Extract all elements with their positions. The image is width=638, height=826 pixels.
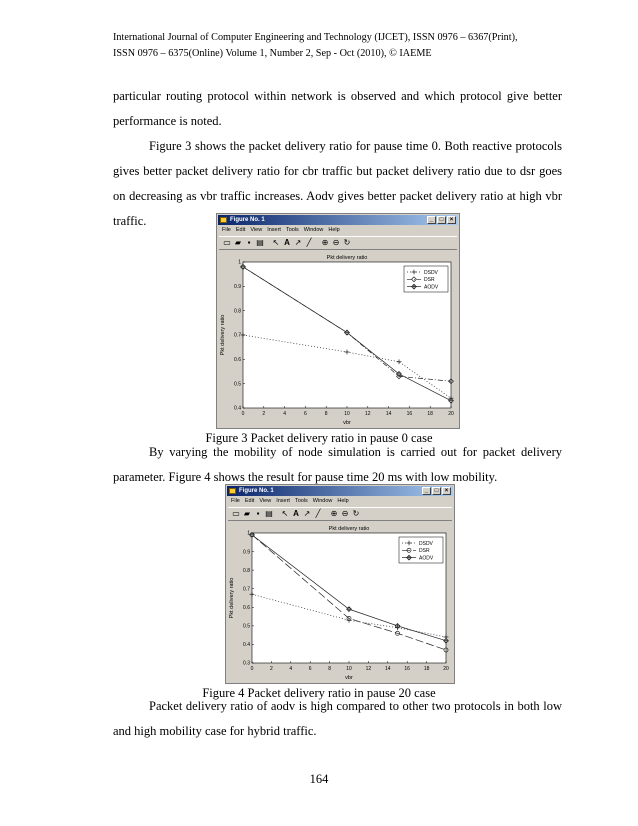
toolbar	[219, 236, 457, 250]
x-tick-label: 0	[250, 666, 254, 672]
save-icon[interactable]: ▪	[256, 509, 260, 518]
rotate-icon[interactable]: ↻	[352, 509, 360, 518]
window-titlebar[interactable]	[227, 486, 453, 496]
x-tick-label: 8	[328, 666, 331, 672]
chart-title: Pkt delivery ratio	[328, 526, 370, 532]
print-icon[interactable]: ▤	[256, 238, 264, 247]
menu-help[interactable]: Help	[337, 498, 349, 504]
x-tick-label: 12	[365, 666, 372, 672]
x-tick-label: 0	[241, 411, 245, 417]
minimize-button[interactable]: _	[427, 216, 436, 224]
menu-view[interactable]: View	[250, 227, 263, 233]
arrow-icon[interactable]: ↖	[281, 509, 289, 518]
menu-file[interactable]: File	[222, 227, 231, 233]
y-tick-label: 0.4	[243, 642, 250, 649]
open-folder-icon[interactable]: ▰	[234, 238, 242, 247]
paragraph-1: particular routing protocol within network is observed and which protocol give better performance is noted.	[113, 89, 562, 128]
y-axis-label: Pkt delivery ratio	[229, 577, 235, 619]
menu-file[interactable]: File	[231, 498, 240, 504]
close-button[interactable]: ×	[442, 487, 451, 495]
menu-tools[interactable]: Tools	[294, 498, 308, 504]
maximize-button[interactable]: □	[437, 216, 446, 224]
line-arrow-icon[interactable]: ↗	[303, 509, 311, 518]
y-tick-label: 0.6	[243, 604, 250, 611]
open-folder-icon[interactable]: ▰	[243, 509, 251, 518]
figure-4-caption: Figure 4 Packet delivery ratio in pause 20 case	[202, 686, 436, 700]
menu-edit[interactable]: Edit	[235, 227, 246, 233]
y-tick-label: 0.7	[234, 332, 241, 339]
y-tick-label: 0.7	[243, 586, 250, 593]
window-titlebar[interactable]	[218, 215, 458, 225]
y-tick-label: 1	[247, 530, 250, 537]
legend-label-aodv: AODV	[424, 284, 439, 291]
y-tick-label: 0.8	[234, 308, 241, 315]
minimize-button[interactable]: _	[422, 487, 431, 495]
x-tick-label: 2	[270, 666, 273, 672]
print-icon[interactable]: ▤	[265, 509, 273, 518]
matlab-figure-icon	[220, 217, 227, 223]
x-tick-label: 12	[365, 411, 371, 417]
legend-label-dsdv: DSDV	[419, 540, 433, 547]
journal-header	[113, 30, 573, 62]
rotate-icon[interactable]: ↻	[343, 238, 351, 247]
x-tick-label: 16	[406, 411, 413, 417]
zoom-in-icon[interactable]: ⊕	[321, 238, 329, 247]
menu-bar	[228, 497, 452, 506]
y-tick-label: 0.3	[243, 660, 250, 667]
save-icon[interactable]: ▪	[247, 238, 251, 247]
text-a-icon[interactable]: A	[284, 238, 290, 247]
paragraph-2: Figure 3 shows the packet delivery ratio for pause time 0. Both reactive protocols gives better packet delivery ratio for cbr traffic but packet delivery ratio due to dsr goes on decreasing as vbr traffic increases. Aodv gives better packet delivery ratio at high vbr traffic.	[113, 139, 562, 228]
menu-tools[interactable]: Tools	[285, 227, 299, 233]
zoom-in-icon[interactable]: ⊕	[330, 509, 338, 518]
x-tick-label: 18	[423, 666, 430, 672]
text-a-icon[interactable]: A	[293, 509, 299, 518]
x-tick-label: 2	[262, 411, 266, 417]
zoom-out-icon[interactable]: ⊖	[341, 509, 349, 518]
toolbar	[228, 507, 452, 521]
y-tick-label: 0.6	[234, 357, 241, 364]
paragraph-4: Packet delivery ratio of aodv is high compared to other two protocols in both low and high mobility case for hybrid traffic.	[113, 699, 562, 738]
x-tick-label: 6	[308, 666, 312, 672]
line-arrow-icon[interactable]: ↗	[294, 238, 302, 247]
x-tick-label: 4	[283, 411, 286, 417]
menu-bar	[219, 226, 457, 235]
chart-title: Pkt delivery ratio	[326, 255, 368, 261]
y-tick-label: 0.9	[234, 284, 241, 291]
x-tick-label: 20	[448, 411, 454, 417]
x-tick-label: 4	[289, 666, 293, 672]
y-tick-label: 1	[238, 259, 241, 266]
x-tick-label: 10	[346, 666, 352, 672]
y-tick-label: 0.8	[243, 567, 250, 574]
legend-label-dsr: DSR	[419, 548, 430, 555]
x-tick-label: 10	[344, 411, 350, 417]
x-axis-label: vbr	[343, 420, 351, 426]
x-axis-label: vbr	[345, 675, 353, 681]
line-icon[interactable]: ╱	[306, 238, 312, 247]
zoom-out-icon[interactable]: ⊖	[332, 238, 340, 247]
maximize-button[interactable]: □	[432, 487, 441, 495]
menu-edit[interactable]: Edit	[244, 498, 255, 504]
figure-4-window	[225, 484, 455, 684]
matlab-figure-icon	[229, 488, 236, 494]
menu-help[interactable]: Help	[328, 227, 340, 233]
legend-label-aodv: AODV	[419, 555, 434, 562]
y-tick-label: 0.4	[234, 405, 241, 412]
arrow-icon[interactable]: ↖	[272, 238, 280, 247]
header-line-2: ISSN 0976 – 6375(Online) Volume 1, Number 2, Sep - Oct (2010), © IAEME	[113, 48, 432, 59]
page-number: 164	[309, 772, 329, 786]
line-icon[interactable]: ╱	[315, 509, 321, 518]
pdr-chart-pause-0	[217, 250, 459, 428]
new-file-icon[interactable]: ▭	[223, 238, 231, 247]
legend-label-dsr: DSR	[424, 277, 435, 284]
y-axis-label: Pkt delivery ratio	[220, 314, 226, 356]
figure-3-caption: Figure 3 Packet delivery ratio in pause 0 case	[205, 431, 433, 445]
x-tick-label: 18	[427, 411, 433, 417]
plot-area	[217, 250, 459, 428]
figure-3-window	[216, 213, 460, 429]
window-title: Figure No. 1	[239, 488, 274, 494]
x-tick-label: 8	[324, 411, 328, 417]
header-line-1: International Journal of Computer Engineering and Technology (IJCET), ISSN 0976 – 6367(Print),	[113, 32, 518, 43]
menu-insert[interactable]: Insert	[267, 227, 281, 233]
x-tick-label: 14	[385, 666, 391, 672]
close-button[interactable]: ×	[447, 216, 456, 224]
menu-window[interactable]: Window	[312, 498, 333, 504]
y-tick-label: 0.5	[234, 381, 241, 388]
y-tick-label: 0.9	[243, 549, 250, 556]
y-tick-label: 0.5	[243, 623, 250, 630]
menu-window[interactable]: Window	[303, 227, 324, 233]
x-tick-label: 16	[404, 666, 410, 672]
x-tick-label: 6	[304, 411, 307, 417]
menu-insert[interactable]: Insert	[276, 498, 290, 504]
x-tick-label: 20	[443, 666, 449, 672]
legend-label-dsdv: DSDV	[424, 269, 438, 276]
menu-view[interactable]: View	[259, 498, 272, 504]
x-tick-label: 14	[385, 411, 392, 417]
plot-area	[226, 521, 454, 683]
window-title: Figure No. 1	[230, 217, 265, 223]
pdr-chart-pause-20	[226, 521, 454, 683]
new-file-icon[interactable]: ▭	[232, 509, 240, 518]
paragraph-3: By varying the mobility of node simulation is carried out for packet delivery parameter. Figure 4 shows the result for pause time 20 ms with low mobility.	[113, 445, 562, 484]
